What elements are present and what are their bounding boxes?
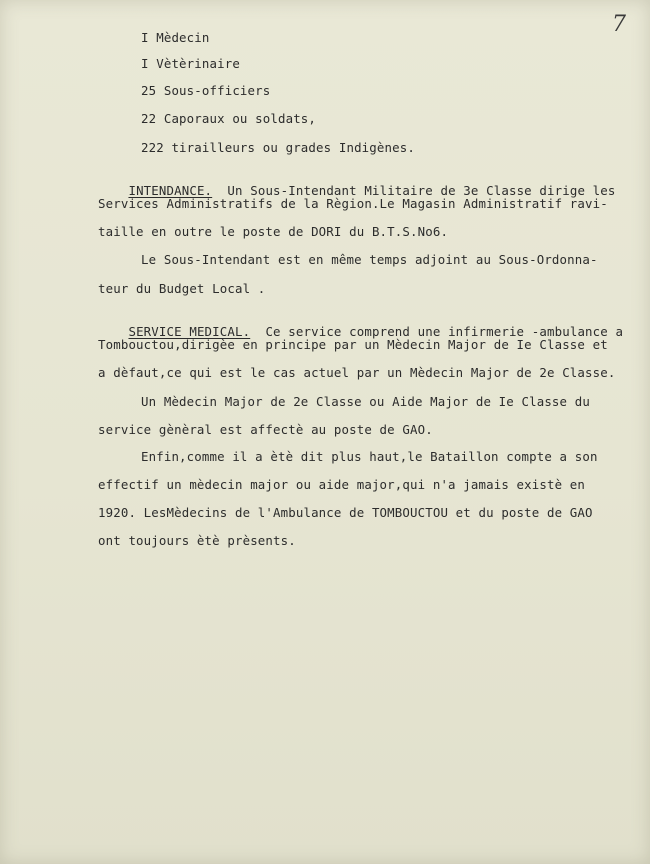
- text-fragment: Un Sous-Intendant Militaire de 3e Classe dirige les: [212, 183, 616, 198]
- text-line: 25 Sous-officiers: [141, 83, 271, 98]
- text-line: I Vètèrinaire: [141, 56, 240, 71]
- section-heading-intendance: INTENDANCE.: [128, 183, 213, 198]
- text-line: Tombouctou,dirigèe en principe par un Mèdecin Major de Ie Classe et: [98, 337, 608, 352]
- text-line: Enfin,comme il a ètè dit plus haut,le Bataillon compte a son: [141, 449, 598, 464]
- text-fragment: Ce service comprend une infirmerie -ambulance a: [250, 324, 624, 339]
- text-line: Services Administratifs de la Règion.Le Magasin Administratif ravi-: [98, 196, 608, 211]
- text-line: Un Mèdecin Major de 2e Classe ou Aide Major de Ie Classe du: [141, 394, 590, 409]
- text-line: a dèfaut,ce qui est le cas actuel par un Mèdecin Major de 2e Classe.: [98, 365, 616, 380]
- page-number: 7: [612, 12, 626, 37]
- text-line: Le Sous-Intendant est en même temps adjoint au Sous-Ordonna-: [141, 252, 598, 267]
- text-line: I Mèdecin: [141, 30, 210, 45]
- text-line: effectif un mèdecin major ou aide major,qui n'a jamais existè en: [98, 477, 586, 492]
- text-line: 22 Caporaux ou soldats,: [141, 111, 317, 126]
- text-line: 222 tirailleurs ou grades Indigènes.: [141, 140, 415, 155]
- text-line: teur du Budget Local .: [98, 281, 266, 296]
- section-heading-service-medical: SERVICE MEDICAL.: [128, 324, 251, 339]
- text-line: service gènèral est affectè au poste de GAO.: [98, 422, 433, 437]
- text-line: 1920. LesMèdecins de l'Ambulance de TOMBOUCTOU et du poste de GAO: [98, 505, 593, 520]
- text-line: ont toujours ètè prèsents.: [98, 533, 296, 548]
- text-line: taille en outre le poste de DORI du B.T.S.No6.: [98, 224, 449, 239]
